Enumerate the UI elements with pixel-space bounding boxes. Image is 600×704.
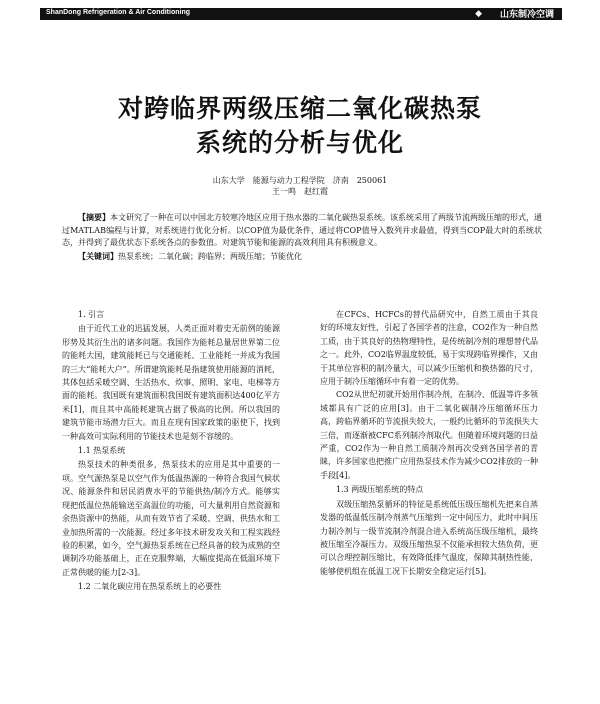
left-column [62, 308, 280, 595]
section-heading-two-stage: 1.3 两级压缩系统的特点 [336, 485, 424, 495]
author-names: 王一鸣 赵红霞 [272, 187, 328, 196]
section-heading-co2-necessity: 1.2 二氧化碳应用在热泵系统上的必要性 [78, 582, 222, 592]
journal-name-chinese: 山东制冷空调 [499, 9, 554, 19]
section-heading-heat-pump: 1.1 热泵系统 [78, 446, 126, 456]
keywords-line [62, 250, 542, 264]
abstract-text: 本文研究了一种在可以中国北方较寒冷地区应用于热水器的二氧化碳热泵系统。该系统采用了两级节流两级压缩的形式，通过MATLAB编程与计算，对系统进行优化分析。以COP值为最优条件，通过将COP值导入数列并求最值，得到当COP最大时的系统状态，并得到了最优状态下系统各点的参数值。对建筑节能和能源的高效利用具有积极意义。 [62, 213, 542, 248]
abstract-label: 【摘要】 [78, 212, 110, 222]
paper-title-line-2: 系统的分析与优化 [195, 128, 404, 157]
keywords-label: 【关键词】 [78, 250, 118, 261]
author-affiliation: 山东大学 能源与动力工程学院 济南 250061 [212, 176, 388, 185]
paragraph: 由于近代工业的迅猛发展，人类正面对着史无前例的能源形势及其衍生出的诸多问题。我国作为能耗总量居世界第二位的能耗大国，建筑能耗已与交通能耗、工业能耗一并成为我国的三大“能耗大户”。所谓建筑能耗是指建筑使用能源的消耗，其体包括采暖空调、生活热水、炊事、照明、家电、电梯等方面的能耗。我国既有建筑面积我国既有建筑面积达400亿平方米[1]，而且其中高能耗建筑占据了极高的比例。所以我国的建筑节能市场潜力巨大。而且在现有国家政策的驱使下，找到一种高效可实际利用的节能技术也是刻不容缓的。 [62, 324, 280, 441]
paragraph: 热泵技术的种类很多，热泵技术的应用是其中重要的一项。空气源热泵是以空气作为低温热源的一种符合我国气候状况、能源条件和居民消费水平的节能供热/制冷方式。能够实现把低温位热能输送至高温位的功能，可大量利用自然资源和余热资源中的热能，从而有效节省了采暖、空调、供热水和工业加热所需的一次能源。经过多年技术研发攻关和工程实践经验的积累，如今，空气源热泵系统在已经具备的较为成熟的空调制冷功能基础上，正在克服弊端，大幅度提高在低温环境下正常供暖的能力[2-3]。 [62, 460, 280, 577]
paragraph: 在CFCs、HCFCs的替代品研究中，自然工质由于其良好的环境友好性，引起了各国学者的注意，CO2作为一种自然工质，由于其良好的热物理特性，是传统制冷剂的理想替代品之一。此外，CO2临界温度较低，易于实现跨临界操作，又由于其单位容积的制冷量大，可以减少压缩机和换热器的尺寸，应用于制冷压缩循环中有着一定的优势。 [320, 310, 538, 387]
journal-header-bar [40, 8, 562, 20]
journal-name-english: ShanDong Refrigeration & Air Conditioning [46, 9, 191, 16]
right-column [320, 308, 538, 578]
paragraph: 双级压缩热泵循环的特征是系统低压级压缩机先把来自蒸发器的低温低压制冷剂蒸气压缩到一定中间压力，此时中间压力制冷剂与一级节流制冷剂混合进入系统高压级压缩机，最终被压缩至冷凝压力。双级压缩热泵不仅能承担较大热负荷，更可以合理控制压缩比，有效降低排气温度，保障其制热性能，能够使机组在低温工况下长期安全稳定运行[5]。 [320, 499, 538, 576]
keywords-text: 热泵系统；二氧化碳；跨临界；两级压缩；节能优化 [118, 251, 302, 261]
section-heading-introduction: 1. 引言 [78, 310, 105, 319]
paragraph: CO2从世纪初就开始用作制冷剂，在制冷、低温等许多领域都具有广泛的应用[3]。由于二氧化碳制冷压缩循环压力高，跨临界循环的节流损失较大，一般约比循环的节流损失大三倍，而逐渐被CFC系列制冷剂取代。但随着环境问题的日益严重，CO2作为一种自然工质制冷剂再次受到各国学者的青睐，许多国家也把推广应用热泵技术作为减少CO2排放的一种手段[4]。 [320, 390, 538, 480]
paper-title-line-1: 对跨临界两级压缩二氧化碳热泵 [117, 94, 482, 123]
abstract-block [62, 211, 542, 263]
abstract-paragraph [62, 211, 542, 250]
diamond-icon: ◆ [475, 9, 482, 19]
